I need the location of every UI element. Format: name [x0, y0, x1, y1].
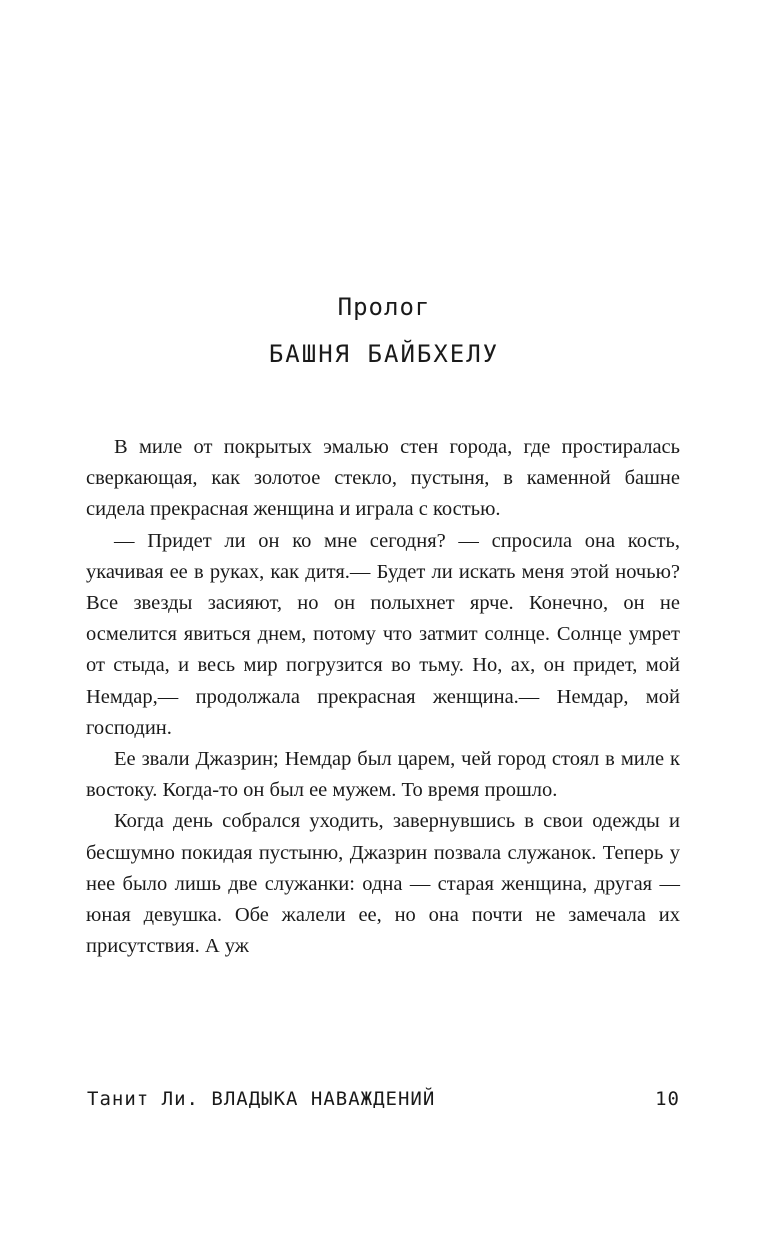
- page-number: 10: [655, 1088, 680, 1110]
- chapter-label: Пролог: [337, 293, 431, 321]
- paragraph: Когда день собрался уходить, завернувшись в свои одежды и бесшумно покидая пустыню, Джазрин позвала служанок. Теперь у нее было лишь две служанки: одна — старая женщина, другая — юная девушка. Обе жалели ее, но она почти не замечала их присутствия. А уж: [86, 810, 680, 958]
- body-text: [86, 432, 680, 962]
- running-head: Танит Ли. ВЛАДЫКА НАВАЖДЕНИЙ: [87, 1088, 436, 1110]
- paragraph: — Придет ли он ко мне сегодня? — спросила она кость, укачивая ее в руках, как дитя.— Будет ли искать меня этой ночью? Все звезды засияют, но он полыхнет ярче. Конечно, он не осмелится явиться днем, потому что затмит солнце. Солнце умрет от стыда, и весь мир погрузится во тьму. Но, ах, он придет, мой Немдар,— продолжала прекрасная женщина.— Немдар, мой господин.: [86, 529, 680, 739]
- paragraph: Ее звали Джазрин; Немдар был царем, чей город стоял в миле к востоку. Когда-то он был ее мужем. То время прошло.: [86, 748, 680, 802]
- paragraph: В миле от покрытых эмалью стен города, где простиралась сверкающая, как золотое стекло, пустыня, в каменной башне сидела прекрасная женщина и играла с костью.: [86, 436, 680, 521]
- chapter-title: БАШНЯ БАЙБХЕЛУ: [268, 340, 500, 368]
